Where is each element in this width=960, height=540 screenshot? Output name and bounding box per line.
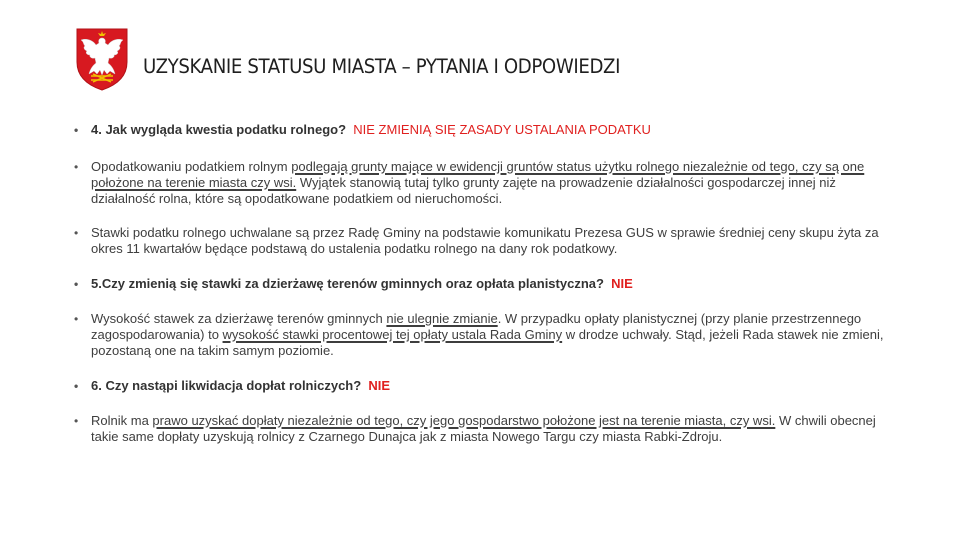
list-item (72, 225, 892, 257)
answer-text: NIE (368, 378, 391, 393)
underlined-text: prawo uzyskać dopłaty niezależnie od tego, czy jego gospodarstwo położone jest na terenie miasta, czy wsi. (152, 413, 776, 428)
question-item-4 (72, 122, 892, 138)
bullet: • (74, 379, 79, 393)
paragraph-text: Wyjątek stanowią tutaj tylko grunty zajęte na prowadzenie działalności gospodarczej innej niż działalność rolna, które są opodatkowane podatkiem od nieruchomości. (91, 175, 836, 206)
page-title: UZYSKANIE STATUSU MIASTA – PYTANIA I ODPOWIEDZI (143, 55, 621, 78)
underlined-text: wysokość stawki procentowej tej opłaty ustala Rada Gminy (222, 327, 563, 342)
list-item (72, 311, 892, 359)
bullet: • (74, 277, 79, 291)
underlined-text: podlegają grunty mające w ewidencji gruntów status użytku rolnego niezależnie od tego, czy są one położone na terenie miasta czy wsi. (91, 159, 865, 190)
paragraph-text: Wysokość stawek za dzierżawę terenów gminnych (91, 311, 383, 326)
question-text: 5.Czy zmienią się stawki za dzierżawę terenów gminnych oraz opłata planistyczna? (91, 276, 604, 291)
answer-text: NIE ZMIENIĄ SIĘ ZASADY USTALANIA PODATKU (353, 122, 651, 137)
question-text: 6. Czy nastąpi likwidacja dopłat rolniczych? (91, 378, 362, 393)
question-text: 4. Jak wygląda kwestia podatku rolnego? (91, 122, 347, 137)
bullet: • (74, 312, 79, 326)
underlined-text: nie ulegnie zmianie (386, 311, 498, 326)
white-eagle-crest-icon (74, 26, 130, 92)
bullet: • (74, 160, 79, 174)
answer-text: NIE (611, 276, 633, 291)
paragraph-text: . W przypadku opłaty planistycznej (przy planie przestrzennego zagospodarowania) to (91, 311, 862, 342)
paragraph-text: W chwili obecnej takie same dopłaty uzyskują rolnicy z Czarnego Dunajca jak z miasta Nowego Targu czy miasta Rabki-Zdroju. (91, 413, 876, 444)
list-item (72, 159, 892, 207)
bullet: • (74, 123, 79, 137)
question-item-6 (72, 378, 892, 394)
question-item-5 (72, 276, 892, 292)
paragraph-text: w drodze uchwały. Stąd, jeżeli Rada stawek nie zmieni, pozostaną one na takim samym poziomie. (91, 327, 884, 358)
list-item (72, 413, 892, 445)
paragraph-text: Rolnik ma (91, 413, 149, 428)
slide-content (72, 122, 892, 445)
paragraph-text: Stawki podatku rolnego uchwalane są przez Radę Gminy na podstawie komunikatu Prezesa GUS w sprawie średniej ceny skupu żyta za okres 11 kwartałów będące podstawą do ustalenia podatku rolnego na dany rok podatkowy. (91, 225, 879, 256)
paragraph-text: Opodatkowaniu podatkiem rolnym (91, 159, 288, 174)
bullet: • (74, 414, 79, 428)
bullet: • (74, 226, 79, 240)
